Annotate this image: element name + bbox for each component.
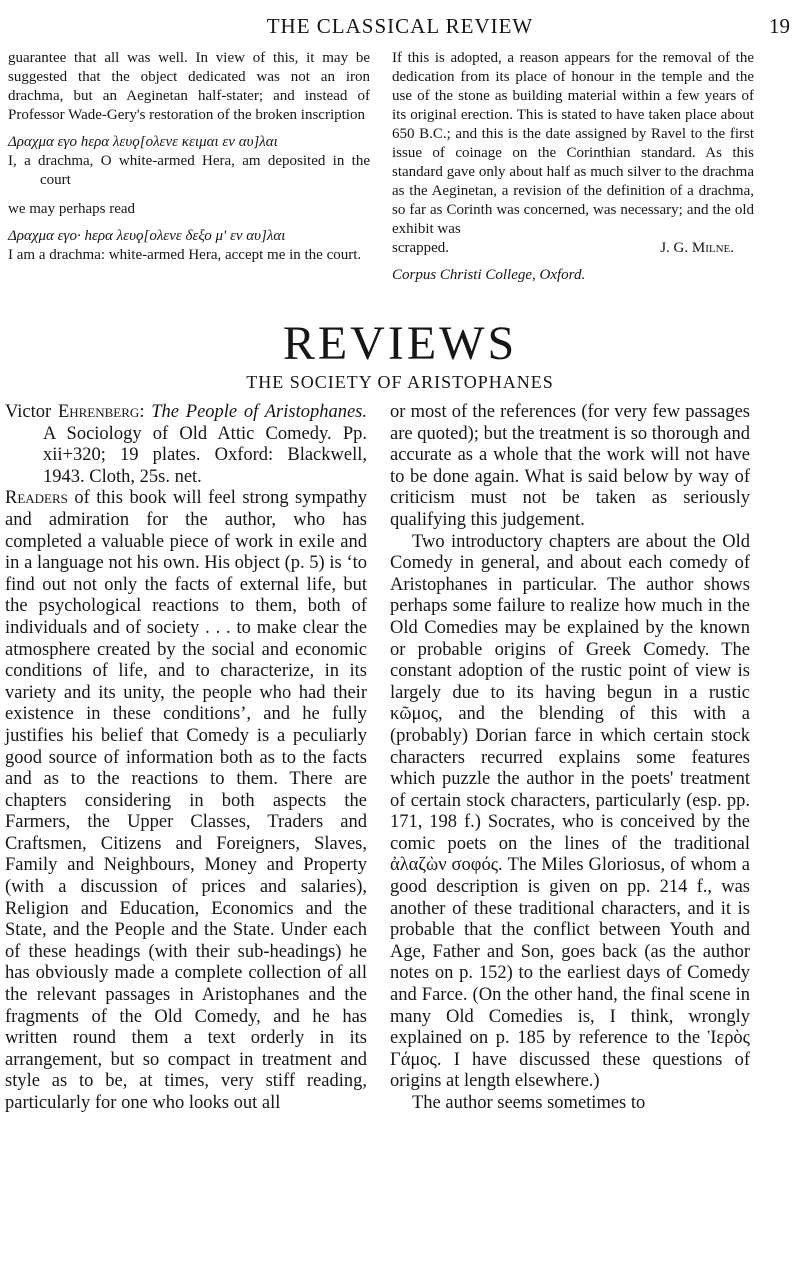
review-paragraph-3: The author seems sometimes to [412, 1093, 646, 1113]
review-right-column [390, 402, 750, 1115]
book-citation [5, 402, 367, 488]
page-number: 19 [769, 14, 790, 38]
author-affiliation: Corpus Christi College, Oxford. [392, 267, 586, 283]
upper-left-paragraph: guarantee that all was well. In view of this, it may be suggested that the object dedicated was not an iron drachma, but an Aeginetan half-stater; and instead of Professor Wade-Gery's restoration of the broken inscription [8, 50, 370, 123]
upper-left-column [8, 49, 370, 275]
citation-details: A Sociology of Old Attic Comedy. Pp. xii+320; 19 plates. Oxford: Blackwell, 1943. Cloth, 25s. net. [43, 423, 367, 487]
upper-right-paragraph: If this is adopted, a reason appears for the removal of the dedication from its place of honour in the temple and the use of the stone as building material within a few years of its original erection. This is stated to have taken place about 650 B.C.; and this is the date assigned by Ravel to the first issue of coinage on the Corinthian standard. As this standard gave only about half as much silver to the drachma as the Aeginetan, a revision of the definition of a drachma, so far as Corinth was concerned, was necessary; and the old exhibit was [392, 50, 754, 237]
reviews-heading: REVIEWS [282, 317, 518, 370]
review-paragraph-2: Two introductory chapters are about the Old Comedy in general, and about each comedy of Aristophanes in particular. The author shows perhaps some failure to realize how much in the Old Comedies may be explained by the known or probable origins of Greek Comedy. The constant adoption of the rustic point of view is largely due to its having begun in a rustic κῶμος, and the blending of this with a (probably) Dorian farce in which certain stock characters recurred explains some features which puzzle the author in the poets' treatment of certain stock characters, particularly (esp. pp. 171, 198 f.) Socrates, who is conceived by the comic poets on the lines of the traditional ἀλαζὼν σοφός. The Miles Gloriosus, of whom a good description is given on pp. 214 f., was another of these traditional characters, and it is probable that the conflict between Youth and Age, Father and Son, goes back (as the author notes on p. 152) to the earliest days of Comedy and Farce. (On the other hand, the final scene in many Old Comedies is, I think, wrongly explained on p. 185 by reference to the Ἱερὸς Γάμος. I have discussed these questions of origins at length elsewhere.) [390, 531, 750, 1092]
greek-inscription-restoration: Δραχμα εγο hερα λευϙ[ολενε κειμαι εν αυ]λαι [8, 134, 278, 150]
greek-inscription-alternative: Δραχμα εγο· hερα λευϙ[ολενε δεξο μ' εν αυ]λαι [8, 228, 286, 244]
signoff-line [392, 239, 754, 258]
citation-book-title: The People of Aristophanes. [151, 402, 368, 422]
citation-author-first: Victor [5, 402, 52, 422]
citation-author-last: Ehrenberg [57, 402, 140, 422]
upper-left-paragraph-2: we may perhaps read [8, 201, 136, 217]
journal-title: THE CLASSICAL REVIEW [266, 14, 534, 38]
review-paragraph-1 [5, 488, 367, 1114]
review-left-column [5, 402, 367, 1115]
citation-colon: : [139, 402, 152, 422]
author-signature: J. G. Milne. [660, 240, 734, 256]
review-section-title: THE SOCIETY OF ARISTOPHANES [246, 372, 554, 392]
paragraph-lead-word: Readers [5, 488, 68, 509]
review-paragraph-1-text: of this book will feel strong sympathy and admiration for the author, who has completed a valuable piece of work in exile and in a language not his own. His object (p. 5) is ‘to find out not only the facts of external life, but the psychological reactions to them, both of individuals and of society . . . to make clear the atmosphere created by the social and economic conditions of life, and to characterize, in its variety and its unity, the people who had their existence in these conditions’, and he fully justifies his belief that Comedy is a peculiarly good source of information both as to the facts and as to the reactions to them. There are chapters considering in both aspects the Farmers, the Upper Classes, Traders and Craftsmen, Citizens and Foreigners, Slaves, Family and Neighbours, Money and Property (with a discussion of prices and salaries), Religion and Education, Economics and the State, and the People and the State. Under each of these headings (with their sub-headings) he has obviously made a complete collection of all the relevant passages in Aristophanes and the fragments of the Old Comedy, and he has written round them a text orderly in its arrangement, but so compact in treatment and style as to be, at times, very stiff reading, particularly for one who looks out all [5, 488, 367, 1113]
inscription-translation: I, a drachma, O white-armed Hera, am deposited in the court [8, 153, 370, 188]
upper-right-column [392, 49, 754, 285]
last-word: scrapped. [392, 240, 450, 256]
alternative-translation: I am a drachma: white-armed Hera, accept me in the court. [8, 247, 362, 263]
review-paragraph-1-continued: or most of the references (for very few passages are quoted); but the treatment is so thorough and accurate as a whole that the work will not have to be done again. What is said below by way of criticism must not be taken as seriously qualifying this judgement. [390, 402, 750, 530]
page-header [0, 14, 800, 42]
